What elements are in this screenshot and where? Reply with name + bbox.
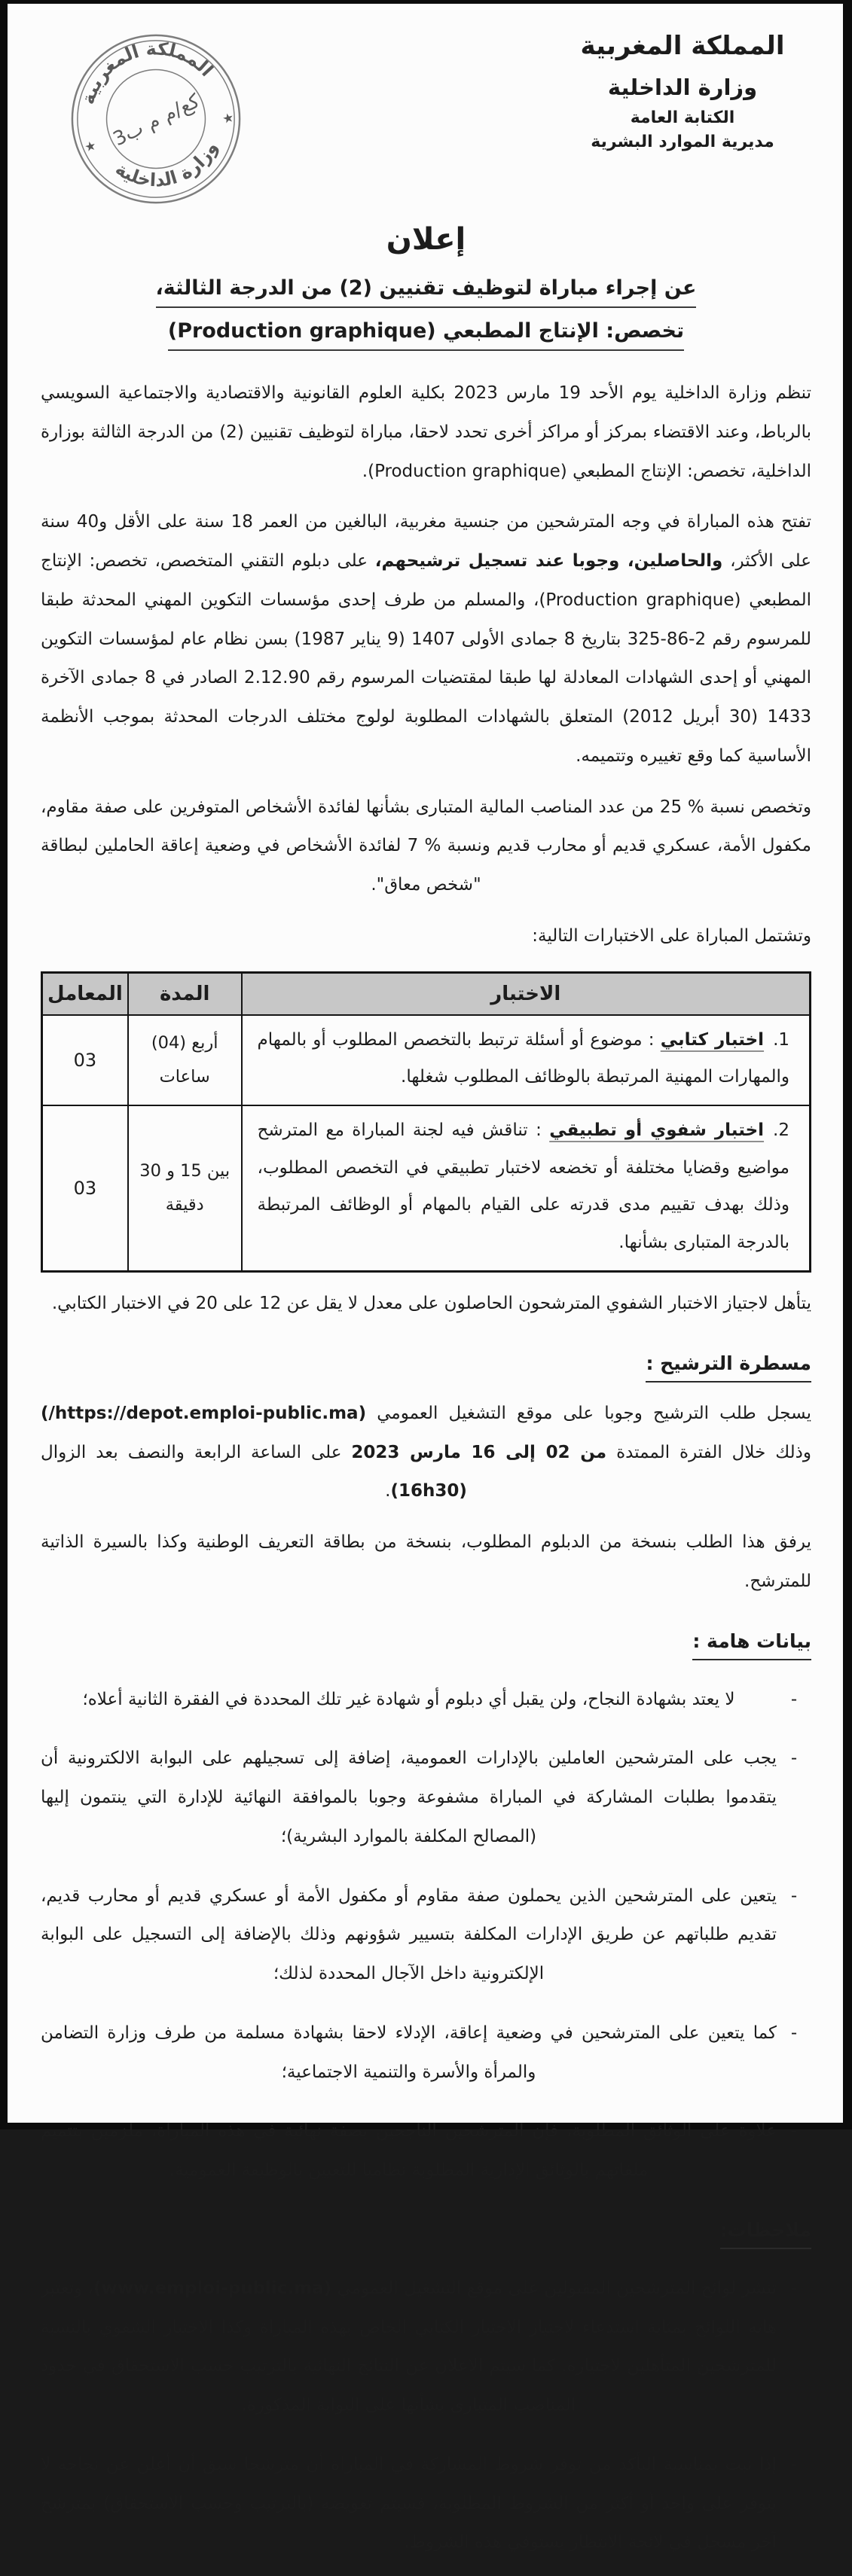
exam-description: موضوع أو أسئلة ترتبط بالتخصص المطلوب أو بالمهام والمهارات المهنية المرتبطة بالوظائف المطلوب شغلها.: [257, 1029, 789, 1087]
list-item: [41, 2014, 811, 2093]
exam-title: اختبار كتابي: [660, 1029, 765, 1050]
section-important-heading: بيانات هامة :: [692, 1630, 811, 1660]
notes-bullet: إذا ثبت بمناسبة التأكد من توفر شروط المشاركة في المباراة أن مترشحا سبق أن أعلن عن نجاحه لا يتوفر على واحد أو أكثر من الشروط المطلوبة، فسيتم تعويضه (بالترتيب وحسب الاستحقاق) بمترشح آخر مسجل في لائحة الانتظار يستوفي هذه الشروط.: [41, 2454, 777, 2553]
notes-bullet: [41, 2270, 777, 2425]
exam-cell: [242, 1015, 811, 1106]
exams-table: [41, 971, 811, 1273]
dash-marker: -: [790, 1748, 798, 1769]
title-sub2: تخصص: الإنتاج المطبعي (Production graphique): [168, 319, 684, 351]
ministry-title: وزارة الداخلية: [607, 75, 758, 100]
dash-marker: -: [790, 2278, 798, 2298]
col-coefficient: المعامل: [42, 972, 128, 1015]
title-main: إعلان: [386, 222, 466, 257]
notes-text: ، وتعتبر هاته اللوائح بمثابة استدعاء لاجتياز الاختبار الكتابي الخاص بهذه المباراة وكذا الاختبار الشفوي بالنسبة للمترشحين المتأهلين لاجتيازه. كما سيتم الاعلان عن النتائج النهائية بالترتيب حسب الاستحقاق في حدود المناصب المتبارى بشأنها على البوابة المذكورة.: [41, 2278, 777, 2416]
stamp-top-text: المملكة المغربية: [77, 38, 218, 107]
paragraph-intro: تنظم وزارة الداخلية يوم الأحد 19 مارس 2023 بكلية العلوم القانونية والاقتصادية والاجتماعية السويسي بالرباط، وعند الاقتضاء بمركز أو مراكز أخرى تحدد لاحقا، مباراة لتوظيف تقنيين (2) من الدرجة الثالثة بوزارة الداخلية، تخصص: الإنتاج المطبعي (Production graphique).: [41, 383, 811, 481]
list-item: [41, 1681, 811, 1720]
general-secretariat: الكتابة العامة: [630, 108, 735, 127]
paragraph-exams-intro: وتشتمل المباراة على الاختبارات التالية:: [532, 925, 811, 946]
star-icon: ★: [83, 137, 98, 155]
qualification-note: يتأهل لاجتياز الاختبار الشفوي المترشحون الحاصلون على معدل لا يقل عن 12 على 20 في الاختبار الكتابي.: [51, 1294, 811, 1314]
list-item: [41, 1877, 811, 1994]
exam-separator: :: [527, 1120, 550, 1141]
list-item: [41, 2270, 811, 2425]
document-header: [41, 20, 811, 201]
stamp-graphic: [47, 11, 265, 228]
exam-separator: :: [642, 1029, 661, 1050]
important-bullet: كما يتعين على المترشحين في وضعية إعاقة، الإدلاء لاحقا بشهادة مسلمة من طرف وزارة التضامن والمرأة والأسرة والتنمية الاجتماعية؛: [41, 2023, 777, 2082]
stamp-bottom-text: وزارة الداخلية: [111, 138, 222, 191]
registration-text: وذلك خلال الفترة الممتدة: [606, 1442, 811, 1462]
coefficient-cell: 03: [42, 1015, 128, 1106]
procedure-registration: [41, 1395, 811, 1511]
exam-cell: [242, 1105, 811, 1271]
coefficient-cell: 03: [42, 1105, 128, 1271]
registration-text: .: [385, 1481, 391, 1501]
procedure-attachments: يرفق هذا الطلب بنسخة من الدبلوم المطلوب، بنسخة من بطاقة التعريف الوطنية وكذا بالسيرة الذاتية للمترشح.: [41, 1532, 811, 1591]
duration-cell: أربع (04) ساعات: [128, 1015, 242, 1106]
eligibility-bold: والحاصلين، وجوبا عند تسجيل ترشيحهم،: [374, 551, 723, 571]
registration-period: من 02 إلى 16 مارس 2023: [351, 1442, 607, 1462]
dash-marker: -: [790, 1886, 798, 1906]
exam-number: 1.: [773, 1029, 790, 1050]
registration-url: (https://depot.emploi-public.ma/): [41, 1403, 367, 1423]
announcement-title: [41, 222, 811, 362]
table-row: [42, 1015, 811, 1106]
dash-marker: -: [790, 1689, 798, 1709]
section-notes-heading: ملاحظات:: [720, 2219, 811, 2249]
dash-marker: -: [790, 2023, 798, 2043]
list-item: [41, 2446, 811, 2562]
list-item: [41, 1739, 811, 1856]
page-body: [8, 4, 843, 2576]
table-header-row: [42, 972, 811, 1015]
stamp-center-code: كع/م م ب3: [109, 90, 203, 151]
important-bullet: يتعين على المترشحين الذين يحملون صفة مقاوم أو مكفول الأمة أو عسكري قديم أو محارب قديم، تقديم طلباتهم عن طريق الإدارات المكلفة بتسيير شؤونهم وذلك بالإضافة إلى التسجيل على البوابة الإلكترونية داخل الآجال المحددة لذلك؛: [41, 1886, 777, 1984]
section-procedure-heading: مسطرة الترشيح :: [646, 1352, 811, 1383]
table-row: [42, 1105, 811, 1271]
hr-directorate: مديرية الموارد البشرية: [591, 133, 774, 151]
notes-text: تنشر لوائح المترشحين المقبولين على موقع التشغيل العمومي: [331, 2278, 777, 2298]
star-icon: ★: [220, 109, 236, 127]
duration-cell: بين 15 و 30 دقيقة: [128, 1105, 242, 1271]
important-bullet: علاوة على الوثائق المطلوبة، فإن المترشحين الناجحين بصفة نهائية في هذه المباراة، ملزمين بتتميم ملفاتهم بالوثائق الإدارية المطلوبة نظاميا للتعيين بالوظيفة العمومية.: [41, 2121, 777, 2181]
results-url: (www.emploi-public.ma): [93, 2278, 332, 2298]
eligibility-text: على دبلوم التقني المتخصص، تخصص: الإنتاج المطبعي (Production graphique)، والمسلم من طرف إحدى مؤسسات التكوين المهني المحدثة طبقا للمرسوم رقم 2-86-325 بتاريخ 8 جمادى الأولى 1407 (9 يناير 1987) بسن نظام عام لمؤسسات التكوين المهني أو إحدى الشهادات المعادلة لها طبقا لمقتضيات المرسوم رقم 2.12.90 الصادر في 8 جمادى الآخرة 1433 (30 أبريل 2012) المتعلق بالشهادات المطلوبة لولوج مختلف الدرجات المحدثة بموجب الأنظمة الأساسية كما وقع تغييره وتتميمه.: [41, 551, 811, 766]
eligibility-text: تفتح هذه المباراة في وجه المترشحين من جنسية مغربية، البالغين من العمر 18 سنة على الأقل و40 سنة على الأكثر،: [41, 512, 811, 571]
registration-text: على الساعة الرابعة والنصف بعد الزوال: [41, 1442, 352, 1462]
exam-title: اختبار شفوي أو تطبيقي: [549, 1120, 765, 1141]
exam-number: 2.: [773, 1120, 789, 1141]
dash-marker: -: [790, 2121, 798, 2142]
kingdom-title: المملكة المغربية: [580, 31, 785, 61]
registration-deadline-time: (16h30): [390, 1481, 467, 1501]
title-sub1: عن إجراء مباراة لتوظيف تقنيين (2) من الدرجة الثالثة،: [156, 276, 697, 308]
important-bullet: لا يعتد بشهادة النجاح، ولن يقبل أي دبلوم أو شهادة غير تلك المحددة في الفقرة الثانية أعلاه؛: [82, 1689, 735, 1709]
paragraph-quota: وتخصص نسبة % 25 من عدد المناصب المالية المتبارى بشأنها لفائدة الأشخاص المتوفرين على صفة مقاوم، مكفول الأمة، عسكري قديم أو محارب قديم ونسبة % 7 لفائدة الأشخاص في وضعية إعاقة الحاملين لبطاقة "شخص معاق".: [41, 797, 811, 895]
registration-text: يسجل طلب الترشيح وجوبا على موقع التشغيل العمومي: [366, 1403, 811, 1423]
letterhead: [558, 31, 807, 151]
ministry-round-stamp: [47, 11, 265, 228]
list-item: [41, 2112, 811, 2190]
paragraph-eligibility: [41, 503, 811, 776]
important-bullet: يجب على المترشحين العاملين بالإدارات العمومية، إضافة إلى تسجيلهم على البوابة الالكترونية أن يتقدموا بطلبات المشاركة في المباراة مشفوعة وجوبا بالموافقة النهائية للإدارة التي ينتمون إليها (المصالح المكلفة بالموارد البشرية)؛: [41, 1748, 777, 1846]
exam-description: تناقش فيه لجنة المباراة مع المترشح مواضيع وقضايا مختلفة أو تخضعه لاختبار تطبيقي في التخصص المطلوب، وذلك بهدف تقييم مدى قدرته على القيام بالمهام أو الوظائف المرتبطة بالدرجة المتبارى بشأنها.: [257, 1120, 789, 1252]
col-duration: المدة: [128, 972, 242, 1015]
dash-marker: -: [790, 2454, 798, 2474]
col-exam: الاختبار: [242, 972, 811, 1015]
